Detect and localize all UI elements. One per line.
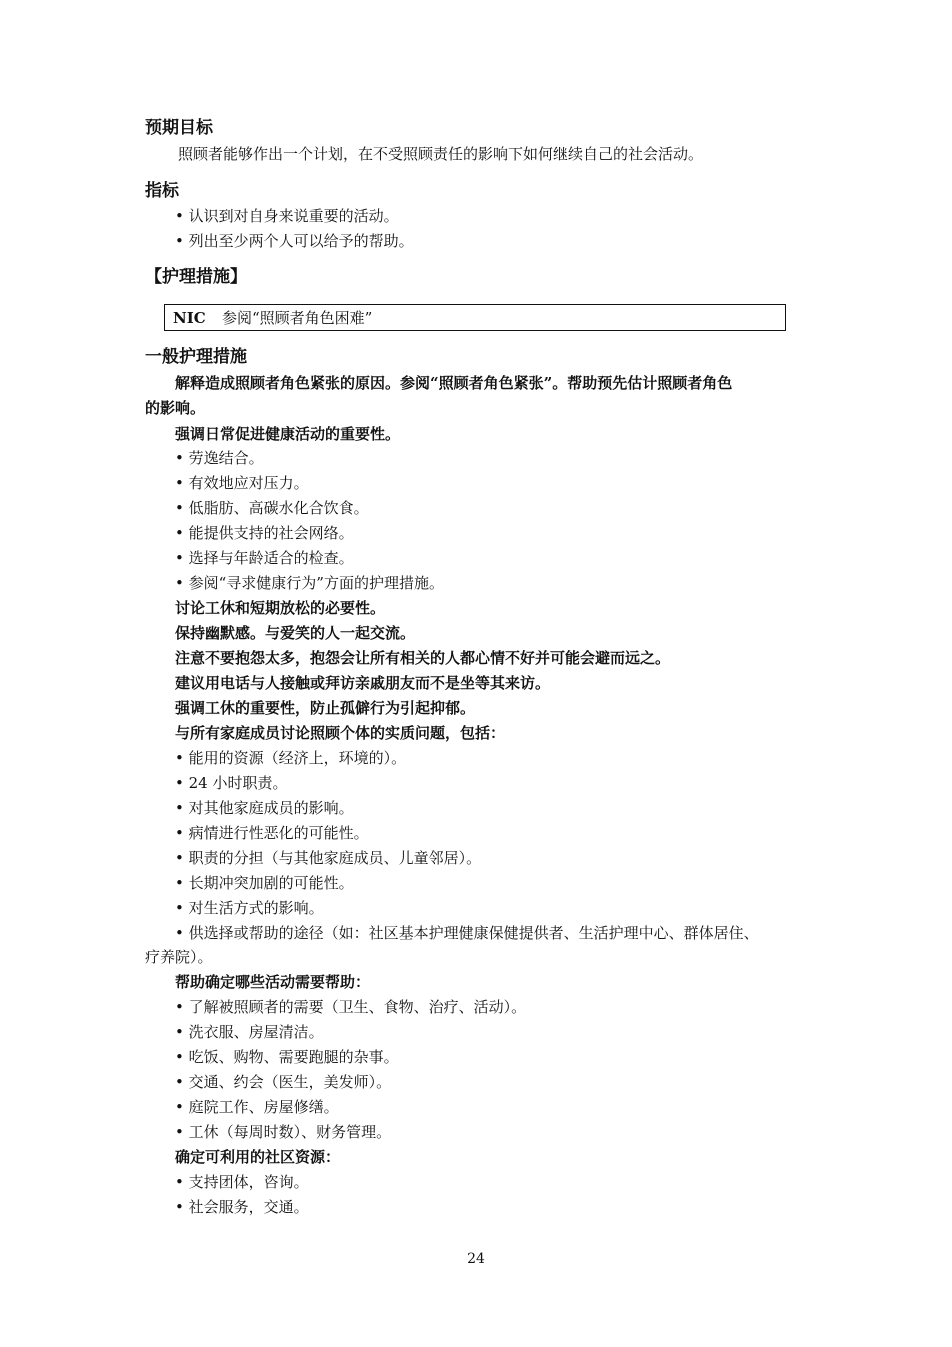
family-item: • 病情进行性恶化的可能性。	[175, 824, 369, 842]
general-intro-line: 解释造成照顾者角色紧张的原因。参阅“照顾者角色紧张”。帮助预先估计照顾者角色	[175, 374, 733, 392]
health-item: • 能提供支持的社会网络。	[175, 524, 354, 542]
health-item: • 劳逸结合。	[175, 449, 264, 467]
family-item: • 职责的分担（与其他家庭成员、儿童邻居）。	[175, 849, 482, 867]
help-item: • 洗衣服、房屋清洁。	[175, 1023, 324, 1041]
indicators-heading: 指标	[145, 181, 179, 201]
help-item: • 庭院工作、房屋修缮。	[175, 1098, 339, 1116]
family-item: • 供选择或帮助的途径（如：社区基本护理健康保健提供者、生活护理中心、群体居住、	[175, 924, 759, 942]
bold-guidance-line: 建议用电话与人接触或拜访亲戚朋友而不是坐等其来访。	[175, 674, 551, 692]
help-item: • 交通、约会（医生，美发师）。	[175, 1073, 392, 1091]
help-activities-heading: 帮助确定哪些活动需要帮助：	[175, 973, 371, 991]
bold-guidance-line: 与所有家庭成员讨论照顾个体的实质问题，包括：	[175, 724, 506, 742]
family-item: • 能用的资源（经济上，环境的）。	[175, 749, 407, 767]
measures-heading: 【护理措施】	[145, 267, 247, 287]
general-intro-line: 的影响。	[145, 399, 206, 417]
family-item: • 长期冲突加剧的可能性。	[175, 874, 354, 892]
help-item: • 了解被照顾者的需要（卫生、食物、治疗、活动）。	[175, 998, 527, 1016]
goal-text: 照顾者能够作出一个计划，在不受照顾责任的影响下如何继续自己的社会活动。	[178, 145, 704, 163]
health-item: • 低脂肪、高碳水化合饮食。	[175, 499, 369, 517]
community-item: • 支持团体，咨询。	[175, 1173, 309, 1191]
nic-reference-box	[164, 304, 786, 331]
health-item: • 有效地应对压力。	[175, 474, 309, 492]
health-item: • 参阅“寻求健康行为”方面的护理措施。	[175, 574, 444, 592]
indicator-item: • 认识到对自身来说重要的活动。	[175, 207, 399, 225]
help-item: • 工休（每周时数）、财务管理。	[175, 1123, 392, 1141]
general-measures-heading: 一般护理措施	[145, 347, 247, 367]
health-item: • 选择与年龄适合的检查。	[175, 549, 354, 567]
bold-guidance-line: 讨论工休和短期放松的必要性。	[175, 599, 386, 617]
family-item: 疗养院）。	[145, 948, 213, 966]
bold-guidance-line: 强调工休的重要性，防止孤僻行为引起抑郁。	[175, 699, 476, 717]
community-resources-heading: 确定可利用的社区资源：	[175, 1148, 341, 1166]
bold-guidance-line: 保持幽默感。与爱笑的人一起交流。	[175, 624, 416, 642]
indicator-item: • 列出至少两个人可以给予的帮助。	[175, 232, 414, 250]
page-number: 24	[467, 1251, 485, 1267]
nic-reference-text: 参阅“照顾者角色困难”	[222, 309, 373, 327]
family-item: • 24 小时职责。	[175, 774, 288, 792]
family-item: • 对其他家庭成员的影响。	[175, 799, 354, 817]
bold-guidance-line: 注意不要抱怨太多，抱怨会让所有相关的人都心情不好并可能会避而远之。	[175, 649, 671, 667]
help-item: • 吃饭、购物、需要跑腿的杂事。	[175, 1048, 399, 1066]
family-item: • 对生活方式的影响。	[175, 899, 324, 917]
community-item: • 社会服务，交通。	[175, 1198, 309, 1216]
nic-label: NIC	[173, 309, 206, 327]
goal-heading: 预期目标	[145, 118, 213, 138]
health-activities-heading: 强调日常促进健康活动的重要性。	[175, 425, 401, 443]
